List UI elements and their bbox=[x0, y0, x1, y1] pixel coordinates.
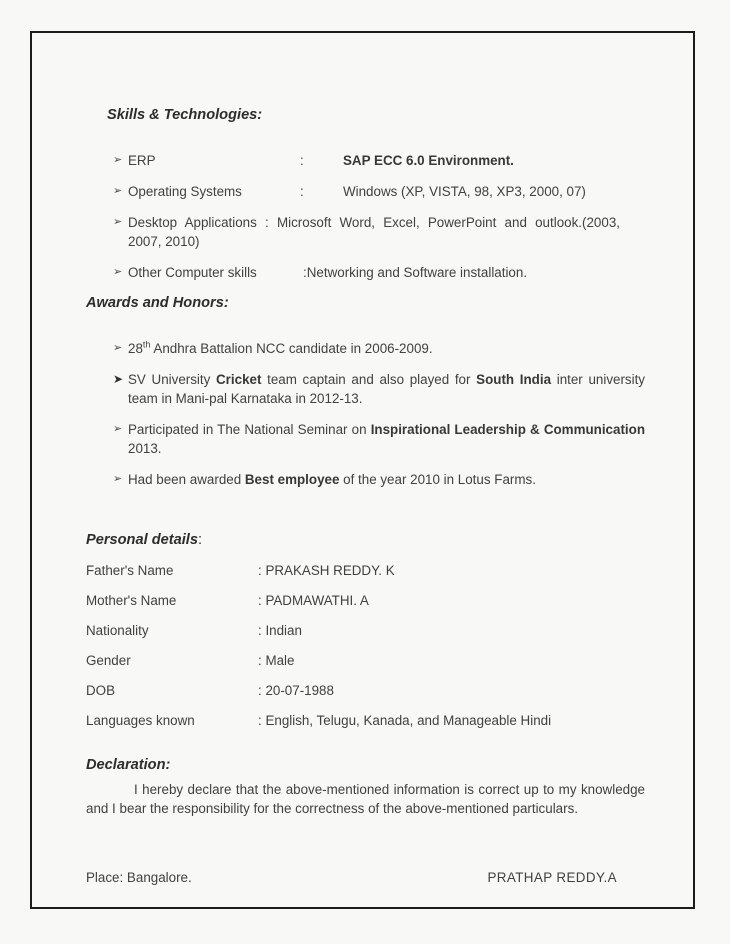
award-text-bold: Cricket bbox=[216, 372, 262, 387]
award-text: Andhra Battalion NCC candidate in 2006-2009. bbox=[150, 341, 433, 356]
skill-row-operating-systems bbox=[86, 182, 645, 201]
resume-content bbox=[32, 106, 693, 887]
personal-label: Languages known bbox=[86, 713, 195, 728]
award-text-bold: South India bbox=[476, 372, 552, 387]
skill-value: Microsoft Word, Excel, PowerPoint and outlook.(2003, 2007, 2010) bbox=[128, 215, 620, 249]
arrowhead-bullet-icon: ➢ bbox=[113, 342, 123, 354]
personal-value: : PADMAWATHI. A bbox=[258, 593, 369, 608]
award-text-bold: Inspirational Leadership & Communication bbox=[370, 422, 645, 437]
skill-colon: : bbox=[303, 265, 307, 280]
personal-row-gender bbox=[86, 651, 645, 670]
personal-row-mothers-name bbox=[86, 591, 645, 610]
declaration-paragraph: I hereby declare that the above-mentioned information is correct up to my knowledge and I bear the responsibility for the correctness of the above-mentioned particulars. bbox=[86, 782, 645, 816]
award-item-best-employee bbox=[86, 470, 645, 489]
personal-details-rows bbox=[86, 561, 645, 730]
award-item-ncc bbox=[86, 339, 645, 358]
arrowhead-bullet-icon: ➢ bbox=[113, 423, 123, 435]
footer-row bbox=[86, 868, 645, 887]
award-item-cricket bbox=[86, 370, 645, 408]
award-text: 28 bbox=[128, 341, 143, 356]
personal-row-nationality bbox=[86, 621, 645, 640]
arrowhead-bullet-icon: ➢ bbox=[113, 473, 123, 485]
award-text: 2013. bbox=[128, 441, 162, 456]
personal-row-dob bbox=[86, 681, 645, 700]
skill-value: SAP ECC 6.0 Environment. bbox=[343, 153, 514, 168]
personal-label: Nationality bbox=[86, 623, 149, 638]
personal-value: : Male bbox=[258, 653, 295, 668]
personal-label: DOB bbox=[86, 683, 116, 698]
skill-row-erp bbox=[86, 151, 645, 170]
place-text: Place: Bangalore. bbox=[86, 870, 192, 885]
skill-row-desktop-applications bbox=[86, 213, 645, 251]
personal-label: Mother's Name bbox=[86, 593, 177, 608]
skill-label: Desktop Applications bbox=[128, 215, 257, 230]
arrowhead-bullet-icon: ➢ bbox=[113, 216, 123, 228]
personal-label: Gender bbox=[86, 653, 131, 668]
skill-value: Windows (XP, VISTA, 98, XP3, 2000, 07) bbox=[343, 184, 586, 199]
skill-colon: : bbox=[300, 184, 304, 199]
skill-label: Other Computer skills bbox=[128, 265, 257, 280]
signature-name: PRATHAP REDDY.A bbox=[487, 870, 617, 885]
award-text-bold: Best employee bbox=[244, 472, 340, 487]
award-text: team captain and also played for bbox=[261, 372, 477, 387]
ordinal-suffix: th bbox=[142, 339, 151, 350]
skills-list bbox=[86, 151, 645, 282]
personal-value: : English, Telugu, Kanada, and Manageable Hindi bbox=[258, 713, 552, 728]
skill-colon: : bbox=[265, 215, 269, 230]
declaration-heading: Declaration: bbox=[86, 757, 171, 773]
personal-value: : Indian bbox=[258, 623, 302, 638]
awards-section-heading: Awards and Honors: bbox=[86, 295, 229, 311]
award-item-seminar bbox=[86, 420, 645, 458]
award-text: Participated in The National Seminar on bbox=[128, 422, 371, 437]
arrowhead-bullet-icon: ➤ bbox=[113, 372, 124, 386]
award-text: of the year 2010 in Lotus Farms. bbox=[339, 472, 536, 487]
award-text: Had been awarded bbox=[128, 472, 245, 487]
personal-row-languages bbox=[86, 711, 645, 730]
skill-colon: : bbox=[300, 153, 304, 168]
awards-list bbox=[86, 339, 645, 489]
skill-label: Operating Systems bbox=[128, 184, 242, 199]
skills-section-heading: Skills & Technologies: bbox=[107, 107, 263, 123]
arrowhead-bullet-icon: ➢ bbox=[113, 154, 123, 166]
skill-row-other-computer-skills bbox=[86, 263, 645, 282]
award-text: SV University bbox=[128, 372, 217, 387]
skill-label: ERP bbox=[128, 153, 156, 168]
arrowhead-bullet-icon: ➢ bbox=[113, 185, 123, 197]
personal-row-fathers-name bbox=[86, 561, 645, 580]
heading-colon: : bbox=[197, 532, 202, 548]
resume-page-border bbox=[30, 31, 695, 909]
personal-details-heading: Personal details: bbox=[86, 532, 202, 548]
skill-value: Networking and Software installation. bbox=[306, 265, 528, 280]
personal-value: : PRAKASH REDDY. K bbox=[258, 563, 395, 578]
award-text: inter university team in Mani-pal Karnataka in 2012-13. bbox=[128, 372, 646, 406]
personal-label: Father's Name bbox=[86, 563, 174, 578]
personal-value: : 20-07-1988 bbox=[258, 683, 334, 698]
arrowhead-bullet-icon: ➢ bbox=[113, 266, 123, 278]
